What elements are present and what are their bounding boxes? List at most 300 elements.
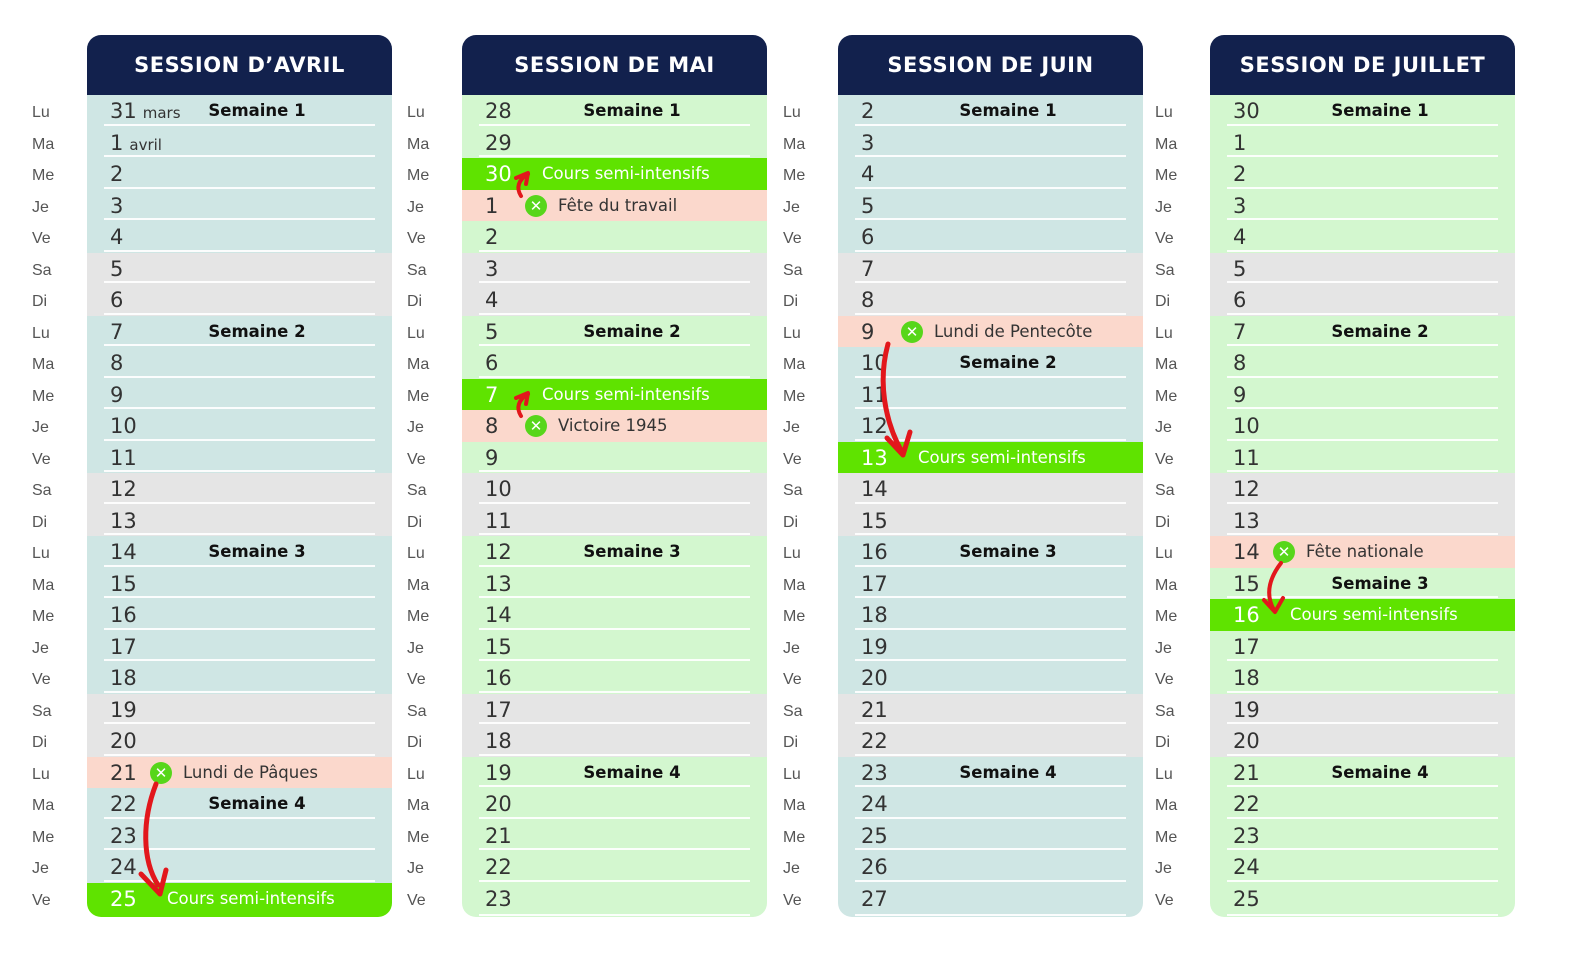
row-divider xyxy=(1227,439,1498,441)
day-number-value: 7 xyxy=(485,383,499,407)
day-number-value: 24 xyxy=(861,792,888,816)
day-number xyxy=(485,883,512,915)
weekday-label: Je xyxy=(407,419,424,436)
row-divider xyxy=(479,659,750,661)
holiday-label: Lundi de Pentecôte xyxy=(934,322,1093,341)
day-number-value: 22 xyxy=(1233,792,1260,816)
weekday-label: Lu xyxy=(32,766,50,783)
row-divider xyxy=(855,502,1126,504)
day-number-value: 26 xyxy=(861,855,888,879)
day-number-value: 11 xyxy=(485,509,512,533)
weekday-label: Di xyxy=(783,514,799,531)
weekday-label: Je xyxy=(32,419,49,436)
day-number xyxy=(110,694,137,726)
day-number xyxy=(485,599,512,631)
day-row xyxy=(838,757,1143,788)
course-label: Cours semi-intensifs xyxy=(542,385,710,404)
day-number xyxy=(861,568,888,600)
day-row xyxy=(838,505,1143,536)
row-divider xyxy=(104,407,375,409)
day-row xyxy=(1210,379,1515,410)
day-number-value: 7 xyxy=(861,257,875,281)
day-number-value: 22 xyxy=(110,792,137,816)
session-panel xyxy=(1210,35,1515,917)
close-circle-icon: ✕ xyxy=(150,762,172,784)
row-divider xyxy=(479,502,750,504)
day-row xyxy=(462,820,767,851)
day-number-value: 22 xyxy=(485,855,512,879)
day-row xyxy=(838,788,1143,820)
row-divider xyxy=(479,155,750,157)
day-number-value: 25 xyxy=(861,824,888,848)
day-number-value: 18 xyxy=(110,666,137,690)
day-number-value: 13 xyxy=(110,509,137,533)
close-circle-icon: ✕ xyxy=(1273,541,1295,563)
day-number xyxy=(110,410,137,442)
session-panel xyxy=(838,35,1143,917)
weekday-label: Di xyxy=(32,514,48,531)
day-number-value: 30 xyxy=(1233,99,1260,123)
weekday-label: Je xyxy=(407,199,424,216)
day-number-value: 16 xyxy=(485,666,512,690)
row-divider xyxy=(479,817,750,819)
day-number-value: 8 xyxy=(1233,351,1247,375)
day-number xyxy=(485,568,512,600)
row-divider xyxy=(1227,533,1498,535)
day-row xyxy=(1210,536,1515,568)
weekday-label: Di xyxy=(783,734,799,751)
row-divider xyxy=(104,848,375,850)
day-number-value: 6 xyxy=(485,351,499,375)
day-number-value: 16 xyxy=(861,540,888,564)
week-label: Semaine 3 xyxy=(1331,574,1429,593)
day-number xyxy=(110,379,123,411)
row-divider xyxy=(479,376,750,378)
day-row xyxy=(462,694,767,725)
day-number-value: 29 xyxy=(485,131,512,155)
day-row xyxy=(838,473,1143,505)
weekday-label: Sa xyxy=(32,262,52,279)
day-number xyxy=(110,473,137,505)
day-number xyxy=(1233,883,1260,915)
weekday-label: Je xyxy=(783,419,800,436)
day-number xyxy=(110,505,137,537)
row-divider xyxy=(1227,470,1498,472)
row-divider xyxy=(104,880,375,882)
day-row xyxy=(1210,95,1515,127)
session-panel xyxy=(462,35,767,917)
day-row xyxy=(462,788,767,820)
week-label: Semaine 2 xyxy=(959,353,1057,372)
day-row xyxy=(1210,694,1515,725)
day-number-value: 3 xyxy=(1233,194,1247,218)
day-number-value: 11 xyxy=(1233,446,1260,470)
day-row xyxy=(462,316,767,347)
row-divider xyxy=(104,281,375,283)
row-divider xyxy=(104,502,375,504)
row-divider xyxy=(1227,691,1498,693)
weekday-label: Di xyxy=(1155,293,1171,310)
day-row xyxy=(87,757,392,788)
day-number-value: 14 xyxy=(861,477,888,501)
day-number xyxy=(110,820,137,852)
day-number xyxy=(861,190,874,222)
row-divider xyxy=(104,218,375,220)
day-number xyxy=(110,725,137,757)
row-divider xyxy=(479,880,750,882)
day-row xyxy=(1210,253,1515,284)
day-number-value: 20 xyxy=(110,729,137,753)
weekday-label: Je xyxy=(1155,860,1172,877)
day-number-value: 2 xyxy=(861,99,875,123)
day-row xyxy=(87,568,392,599)
row-divider xyxy=(855,407,1126,409)
day-number-value: 5 xyxy=(861,194,875,218)
day-row xyxy=(1210,820,1515,851)
day-number xyxy=(861,158,874,190)
day-number-value: 25 xyxy=(110,887,137,911)
day-number-value: 24 xyxy=(110,855,137,879)
weekday-label: Di xyxy=(1155,734,1171,751)
weekday-label: Ve xyxy=(1155,451,1174,468)
day-row xyxy=(1210,410,1515,442)
day-row xyxy=(1210,662,1515,694)
session-rows xyxy=(462,95,767,917)
day-number xyxy=(1233,725,1260,757)
weekday-label: Me xyxy=(783,167,806,184)
session-title: SESSION DE JUIN xyxy=(838,35,1143,95)
day-number-value: 16 xyxy=(1233,603,1260,627)
day-row xyxy=(1210,757,1515,788)
session-title: SESSION DE JUILLET xyxy=(1210,35,1515,95)
weekday-label: Ve xyxy=(407,892,426,909)
day-number xyxy=(1233,127,1246,159)
day-number-value: 27 xyxy=(861,887,888,911)
close-circle-icon: ✕ xyxy=(525,195,547,217)
day-number-value: 4 xyxy=(485,288,499,312)
day-number-value: 24 xyxy=(1233,855,1260,879)
weekday-label: Sa xyxy=(1155,262,1175,279)
day-number-value: 6 xyxy=(861,225,875,249)
week-label: Semaine 3 xyxy=(583,542,681,561)
weekday-label: Je xyxy=(1155,199,1172,216)
day-number xyxy=(861,851,888,883)
row-divider xyxy=(104,659,375,661)
row-divider xyxy=(1227,407,1498,409)
weekday-label: Je xyxy=(32,860,49,877)
day-row xyxy=(87,536,392,568)
day-number-value: 21 xyxy=(485,824,512,848)
row-divider xyxy=(479,250,750,252)
day-number-value: 23 xyxy=(861,761,888,785)
day-number-value: 17 xyxy=(110,635,137,659)
day-number xyxy=(485,473,512,505)
day-row xyxy=(838,883,1143,917)
day-number-value: 1 xyxy=(485,194,499,218)
day-number-value: 19 xyxy=(861,635,888,659)
holiday-label: Victoire 1945 xyxy=(558,416,668,435)
month-suffix: avril xyxy=(129,136,162,154)
day-number-value: 4 xyxy=(861,162,875,186)
day-row xyxy=(838,190,1143,221)
close-circle-icon: ✕ xyxy=(525,415,547,437)
day-number-value: 6 xyxy=(110,288,124,312)
day-number-value: 15 xyxy=(110,572,137,596)
day-number-value: 8 xyxy=(861,288,875,312)
day-row xyxy=(1210,284,1515,316)
day-row xyxy=(838,851,1143,883)
day-number xyxy=(485,505,512,537)
row-divider xyxy=(855,691,1126,693)
weekday-label: Lu xyxy=(1155,104,1173,121)
row-divider xyxy=(1227,218,1498,220)
weekday-label: Me xyxy=(783,608,806,625)
weekday-label: Sa xyxy=(32,482,52,499)
row-divider xyxy=(1227,313,1498,315)
day-row xyxy=(838,284,1143,316)
row-divider xyxy=(1227,848,1498,850)
day-number xyxy=(110,221,123,253)
day-number-value: 5 xyxy=(485,320,499,344)
day-number-value: 9 xyxy=(485,446,499,470)
day-number xyxy=(110,158,123,190)
day-row xyxy=(838,127,1143,158)
day-number-value: 19 xyxy=(110,698,137,722)
day-row xyxy=(462,379,767,410)
weekday-label: Je xyxy=(407,640,424,657)
day-number-value: 23 xyxy=(110,824,137,848)
day-row xyxy=(462,158,767,190)
row-divider xyxy=(104,533,375,535)
holiday-label: Fête nationale xyxy=(1306,542,1424,561)
weekday-label: Di xyxy=(407,734,423,751)
day-row xyxy=(462,442,767,473)
day-number xyxy=(485,694,512,726)
row-divider xyxy=(104,596,375,598)
weekday-label: Me xyxy=(32,388,55,405)
day-row xyxy=(838,410,1143,442)
weekday-label: Ma xyxy=(1155,797,1178,814)
day-row xyxy=(462,725,767,757)
day-row xyxy=(87,253,392,284)
weekday-label: Ve xyxy=(407,671,426,688)
day-number-value: 1 xyxy=(1233,131,1247,155)
day-row xyxy=(87,631,392,662)
row-divider xyxy=(1227,250,1498,252)
row-divider xyxy=(104,691,375,693)
weekday-label: Ma xyxy=(783,356,806,373)
day-row xyxy=(462,883,767,917)
row-divider xyxy=(479,313,750,315)
day-row xyxy=(462,95,767,127)
day-number-value: 23 xyxy=(1233,824,1260,848)
weekday-label: Me xyxy=(407,388,430,405)
session-rows xyxy=(87,95,392,917)
day-number-value: 7 xyxy=(1233,320,1247,344)
weekday-label: Je xyxy=(783,640,800,657)
day-row xyxy=(87,410,392,442)
day-number xyxy=(861,316,874,348)
day-number-value: 16 xyxy=(110,603,137,627)
day-number-value: 4 xyxy=(1233,225,1247,249)
day-row xyxy=(462,505,767,536)
day-number-value: 3 xyxy=(110,194,124,218)
day-row xyxy=(1210,127,1515,158)
day-number-value: 13 xyxy=(861,446,888,470)
weekday-label: Lu xyxy=(1155,325,1173,342)
day-number-value: 11 xyxy=(861,383,888,407)
day-row xyxy=(462,253,767,284)
day-number xyxy=(861,725,888,757)
week-label: Semaine 4 xyxy=(1331,763,1429,782)
day-number-value: 15 xyxy=(1233,572,1260,596)
day-number-value: 21 xyxy=(110,761,137,785)
weekday-label: Je xyxy=(32,640,49,657)
day-number xyxy=(110,190,123,222)
row-divider xyxy=(479,848,750,850)
row-divider xyxy=(855,250,1126,252)
day-number xyxy=(1233,221,1246,253)
day-row xyxy=(462,127,767,158)
weekday-label: Me xyxy=(783,829,806,846)
row-divider xyxy=(1227,155,1498,157)
day-number xyxy=(861,284,874,316)
day-number xyxy=(1233,190,1246,222)
holiday-label: Fête du travail xyxy=(558,196,678,215)
row-divider xyxy=(104,470,375,472)
day-row xyxy=(1210,442,1515,473)
day-number xyxy=(1233,347,1246,379)
day-number xyxy=(1233,158,1246,190)
day-number xyxy=(485,851,512,883)
row-divider xyxy=(104,376,375,378)
day-number-value: 20 xyxy=(861,666,888,690)
day-number-value: 12 xyxy=(1233,477,1260,501)
day-number-value: 14 xyxy=(1233,540,1260,564)
weekday-label: Ve xyxy=(32,230,51,247)
day-number xyxy=(1233,631,1260,663)
day-number-value: 2 xyxy=(1233,162,1247,186)
day-number-value: 13 xyxy=(1233,509,1260,533)
day-number xyxy=(485,190,498,222)
day-row xyxy=(462,631,767,662)
weekday-label: Je xyxy=(783,199,800,216)
day-row xyxy=(87,505,392,536)
weekday-label: Ve xyxy=(1155,671,1174,688)
weekday-label: Sa xyxy=(407,262,427,279)
row-divider xyxy=(855,817,1126,819)
day-row xyxy=(87,347,392,379)
day-row xyxy=(462,410,767,442)
day-number-value: 15 xyxy=(861,509,888,533)
week-label: Semaine 2 xyxy=(583,322,681,341)
day-number xyxy=(861,662,888,694)
day-number xyxy=(485,725,512,757)
weekday-label: Me xyxy=(407,167,430,184)
day-number xyxy=(861,599,888,631)
day-row xyxy=(462,190,767,221)
day-number xyxy=(861,410,888,442)
day-number-value: 1 xyxy=(110,131,124,155)
week-label: Semaine 1 xyxy=(583,101,681,120)
weekday-label: Je xyxy=(407,860,424,877)
weekday-label: Me xyxy=(1155,608,1178,625)
day-number xyxy=(1233,851,1260,883)
session-rows xyxy=(838,95,1143,917)
weekday-label: Di xyxy=(1155,514,1171,531)
row-divider xyxy=(855,533,1126,535)
close-circle-icon: ✕ xyxy=(901,321,923,343)
row-divider xyxy=(855,659,1126,661)
day-row xyxy=(1210,788,1515,820)
day-number xyxy=(1233,473,1260,505)
row-divider xyxy=(1227,880,1498,882)
day-number-value: 14 xyxy=(485,603,512,627)
week-label: Semaine 1 xyxy=(959,101,1057,120)
row-divider xyxy=(479,914,750,916)
day-row xyxy=(87,379,392,410)
day-number xyxy=(485,820,512,852)
course-label: Cours semi-intensifs xyxy=(542,164,710,183)
day-number xyxy=(861,505,888,537)
day-row xyxy=(838,568,1143,599)
day-number-value: 20 xyxy=(1233,729,1260,753)
day-number xyxy=(1233,820,1260,852)
weekday-label: Di xyxy=(407,514,423,531)
day-number-value: 8 xyxy=(110,351,124,375)
day-number-value: 18 xyxy=(861,603,888,627)
day-row xyxy=(87,662,392,694)
day-number-value: 22 xyxy=(861,729,888,753)
day-number-value: 3 xyxy=(485,257,499,281)
day-row xyxy=(87,851,392,883)
day-number xyxy=(485,442,498,474)
day-row xyxy=(1210,631,1515,662)
day-number xyxy=(1233,379,1246,411)
day-number-value: 21 xyxy=(861,698,888,722)
day-number xyxy=(110,127,162,159)
day-row xyxy=(838,316,1143,347)
day-number xyxy=(110,253,123,285)
day-number xyxy=(861,379,888,411)
day-number xyxy=(1233,788,1260,820)
row-divider xyxy=(479,596,750,598)
day-row xyxy=(838,631,1143,662)
day-row xyxy=(87,599,392,631)
day-number-value: 9 xyxy=(861,320,875,344)
day-number-value: 19 xyxy=(485,761,512,785)
day-row xyxy=(462,221,767,253)
course-label: Cours semi-intensifs xyxy=(167,889,335,908)
day-number xyxy=(485,788,512,820)
weekday-label: Lu xyxy=(407,104,425,121)
weekday-label: Me xyxy=(1155,167,1178,184)
day-number xyxy=(1233,410,1260,442)
day-number xyxy=(110,284,123,316)
day-row xyxy=(1210,347,1515,379)
day-number-value: 10 xyxy=(1233,414,1260,438)
weekday-label: Lu xyxy=(32,325,50,342)
day-row xyxy=(462,851,767,883)
row-divider xyxy=(1227,914,1498,916)
day-row xyxy=(87,473,392,505)
week-label: Semaine 2 xyxy=(1331,322,1429,341)
day-number xyxy=(861,631,888,663)
day-number xyxy=(861,442,888,474)
day-number xyxy=(110,851,137,883)
weekday-label: Lu xyxy=(783,325,801,342)
day-row xyxy=(87,158,392,190)
